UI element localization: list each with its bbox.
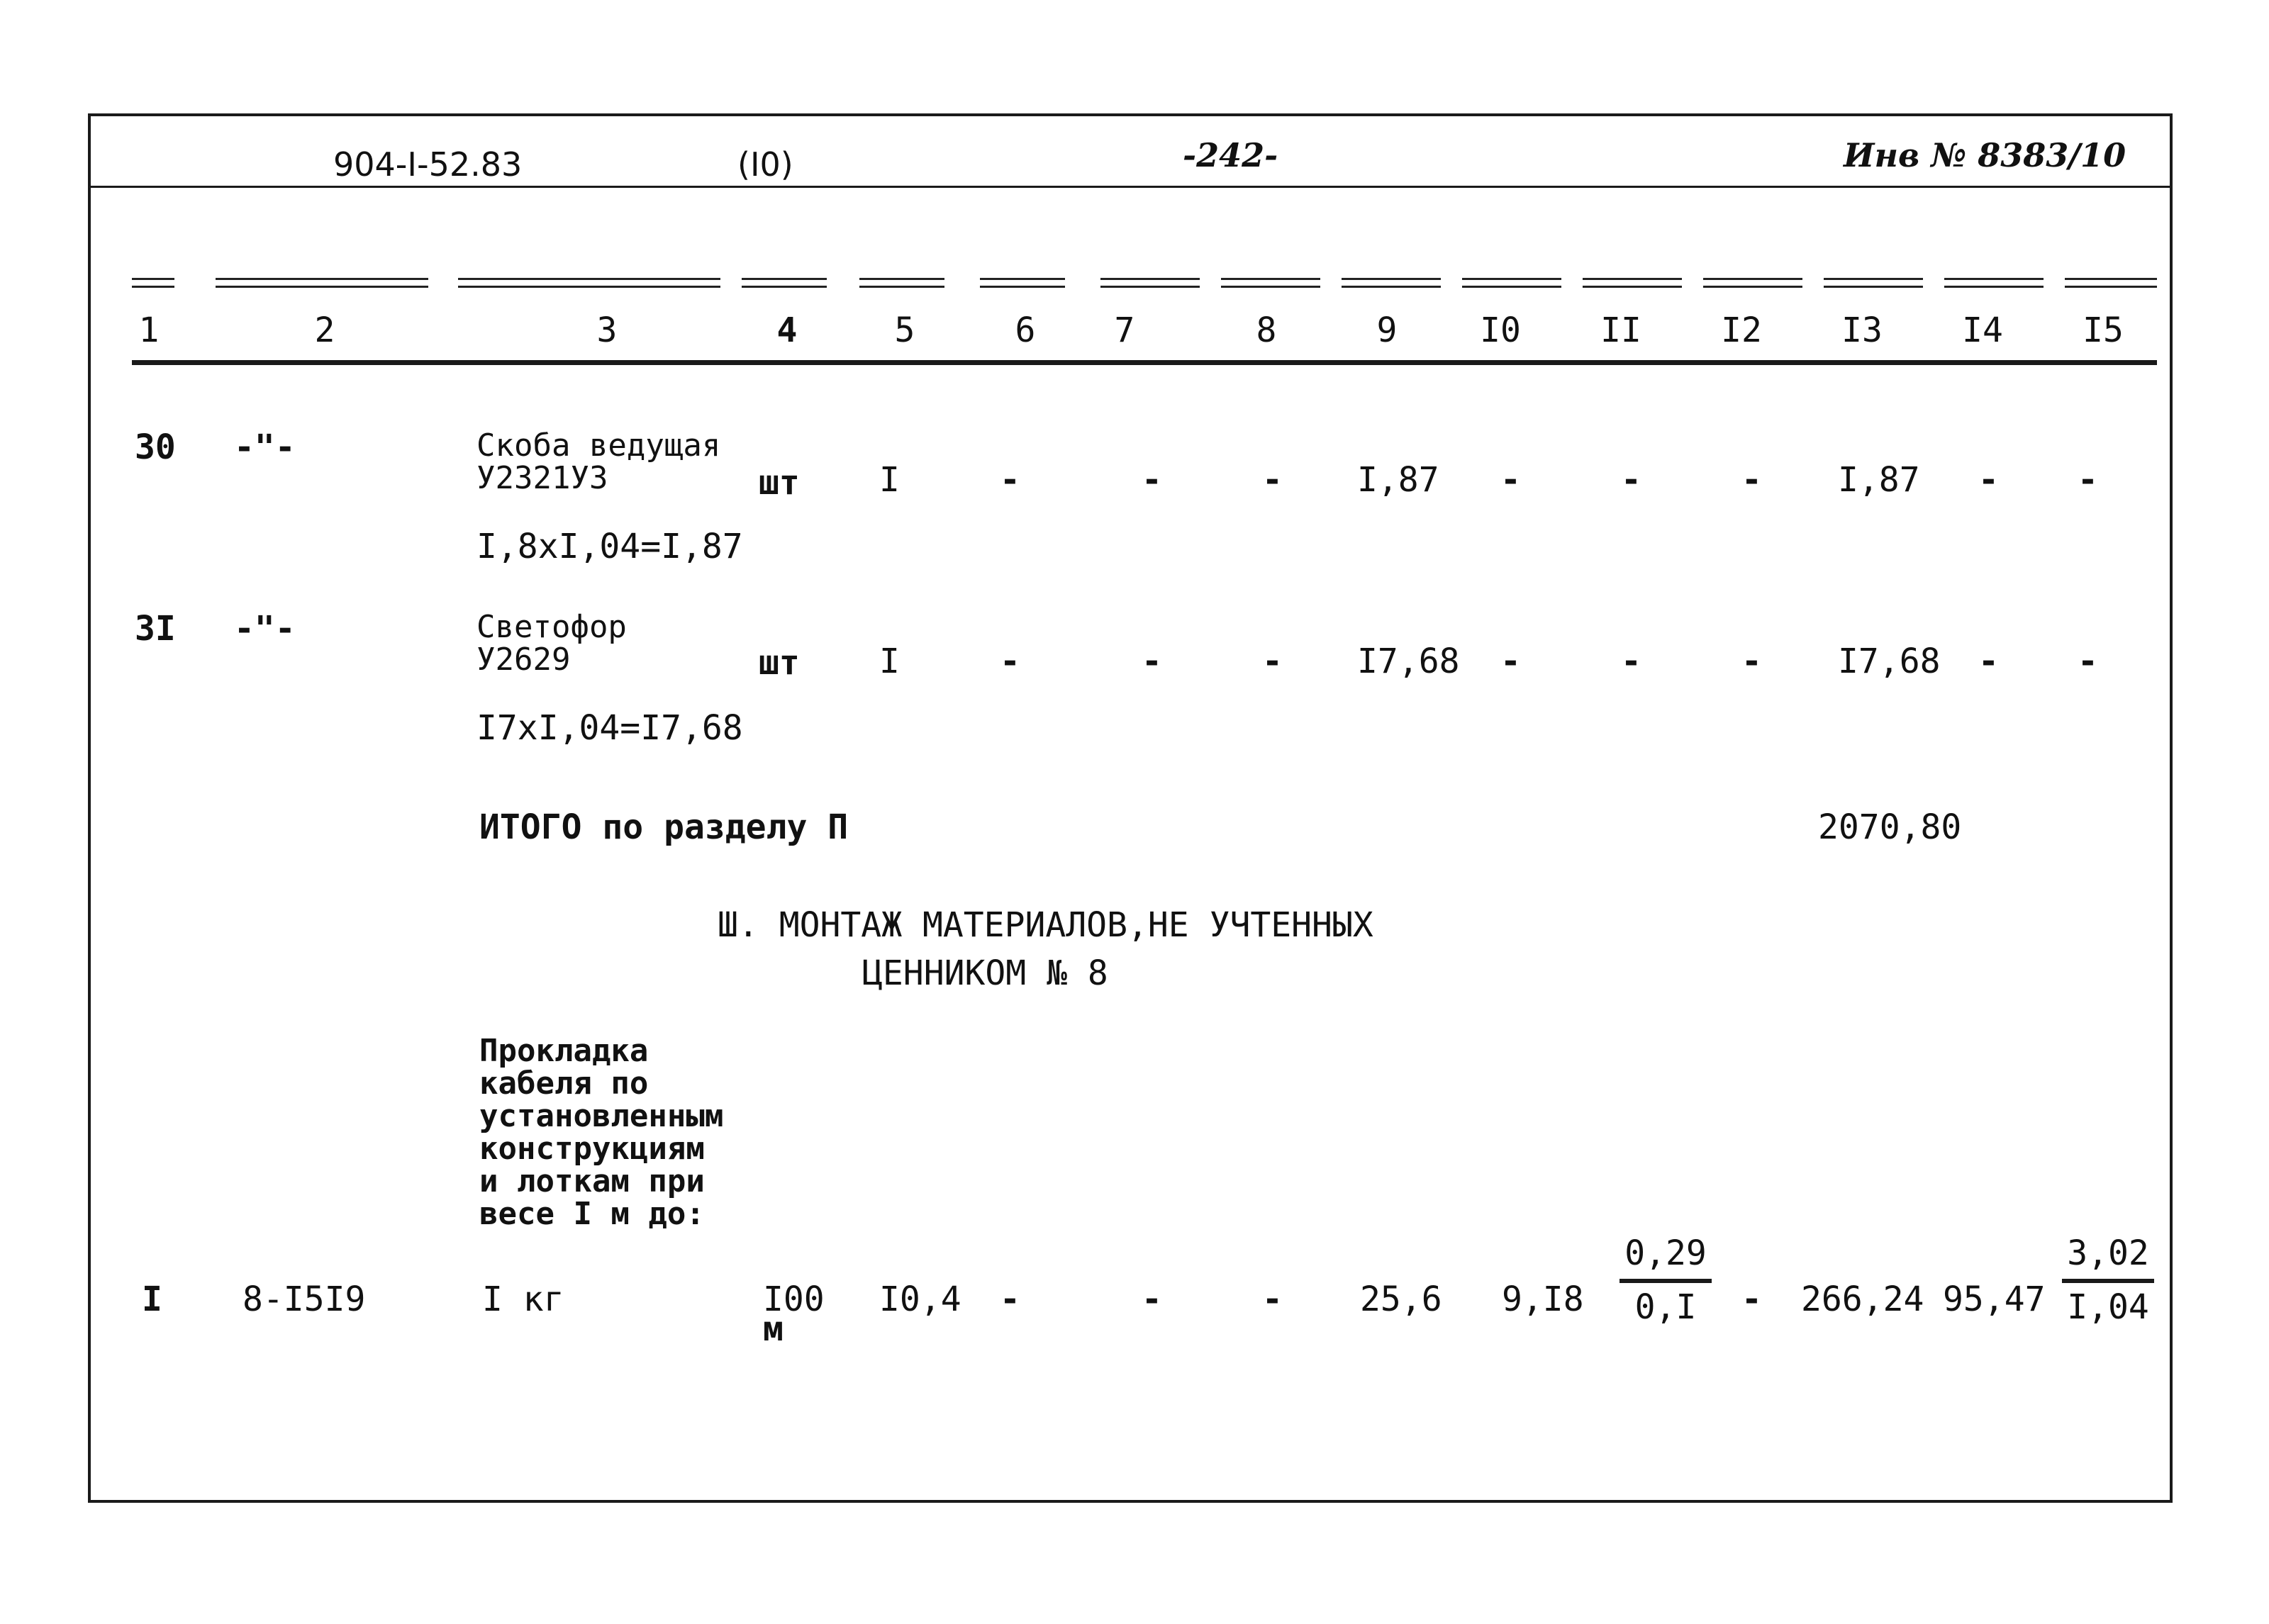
row-col11-fraction	[1619, 1233, 1712, 1327]
fraction-numerator: 3,02	[2067, 1233, 2149, 1273]
fraction-denominator: 0,I	[1634, 1287, 1697, 1327]
row-col9: I,87	[1357, 460, 1439, 500]
column-number: 8	[1256, 310, 1277, 350]
row-unit-sub: м	[763, 1309, 784, 1349]
row-col7: -	[1142, 642, 1162, 681]
row-col12: -	[1741, 1279, 1762, 1319]
row-unit: I00	[763, 1279, 825, 1319]
row-col10: 9,I8	[1502, 1279, 1584, 1319]
section-total-label: ИТОГО по разделу П	[479, 807, 849, 847]
row-col6: -	[1000, 460, 1020, 500]
column-number: 3	[596, 310, 618, 350]
row-col8: -	[1262, 1279, 1283, 1319]
row-code: -"-	[234, 609, 296, 649]
row-calculation: I,8хI,04=I,87	[476, 527, 743, 566]
row-col11: -	[1621, 460, 1641, 500]
row-unit: шт	[759, 643, 800, 683]
row-description: I кг	[482, 1279, 564, 1319]
section-heading: Ш. МОНТАЖ МАТЕРИАЛОВ,НЕ УЧТЕННЫХ	[718, 905, 1373, 945]
row-col11: -	[1621, 642, 1641, 681]
row-col14: -	[1978, 642, 1999, 681]
row-col8: -	[1262, 460, 1283, 500]
doc-code: 904-I-52.83	[333, 145, 523, 184]
column-number: 7	[1114, 310, 1135, 350]
row-col14: -	[1978, 460, 1999, 500]
fraction-bar	[1619, 1279, 1712, 1283]
header-rule	[88, 186, 2173, 188]
row-col8: -	[1262, 642, 1283, 681]
row-code: 8-I5I9	[242, 1279, 366, 1319]
row-description: Светофор	[476, 609, 627, 645]
column-number: I5	[2083, 310, 2124, 350]
row-qty: I	[879, 642, 900, 681]
fraction-bar	[2062, 1279, 2154, 1283]
row-description-model: У2629	[476, 642, 571, 678]
row-col15: -	[2078, 642, 2098, 681]
row-col9: I7,68	[1357, 642, 1460, 681]
column-number: 2	[314, 310, 335, 350]
fraction-numerator: 0,29	[1624, 1233, 1707, 1273]
fraction-denominator: I,04	[2067, 1287, 2149, 1327]
column-number: I3	[1841, 310, 1883, 350]
row-col13: I,87	[1838, 460, 1920, 500]
row-col9: 25,6	[1360, 1279, 1442, 1319]
header-underline	[132, 360, 2157, 365]
inventory-number: Инв № 8383/10	[1844, 136, 2126, 174]
column-number: 4	[776, 310, 798, 350]
column-number: 1	[138, 310, 160, 350]
column-separator-dashes	[132, 278, 2157, 291]
row-col10: -	[1500, 642, 1521, 681]
row-col6: -	[1000, 1279, 1020, 1319]
column-number: 6	[1015, 310, 1036, 350]
row-col15: -	[2078, 460, 2098, 500]
row-col7: -	[1142, 1279, 1162, 1319]
page-number: -242-	[1183, 136, 1278, 174]
row-calculation: I7хI,04=I7,68	[476, 708, 743, 748]
column-number: 5	[894, 310, 915, 350]
row-qty: I	[879, 460, 900, 500]
row-col14: 95,47	[1943, 1279, 2046, 1319]
row-code: -"-	[234, 427, 296, 467]
column-number: I4	[1962, 310, 2003, 350]
row-col13: 266,24	[1801, 1279, 1924, 1319]
row-col10: -	[1500, 460, 1521, 500]
row-qty: I0,4	[879, 1279, 961, 1319]
sheet-number: (I0)	[737, 145, 793, 184]
column-number: 9	[1376, 310, 1398, 350]
column-number: I0	[1480, 310, 1521, 350]
row-number: I	[142, 1279, 162, 1319]
section-total-value: 2070,80	[1818, 807, 1962, 847]
row-number: 30	[135, 427, 176, 467]
row-col12: -	[1741, 460, 1762, 500]
row-col15-fraction	[2062, 1233, 2154, 1327]
row-col6: -	[1000, 642, 1020, 681]
row-number: 3I	[135, 609, 176, 649]
row-description-model: У2321У3	[476, 460, 608, 496]
row-description: Скоба ведущая	[476, 427, 721, 464]
row-col12: -	[1741, 642, 1762, 681]
row-unit: шт	[759, 463, 800, 503]
section-heading-line2: ЦЕННИКОМ № 8	[862, 953, 1108, 993]
row-col7: -	[1142, 460, 1162, 500]
row-col13: I7,68	[1838, 642, 1941, 681]
column-number: I2	[1721, 310, 1762, 350]
column-number: II	[1600, 310, 1641, 350]
